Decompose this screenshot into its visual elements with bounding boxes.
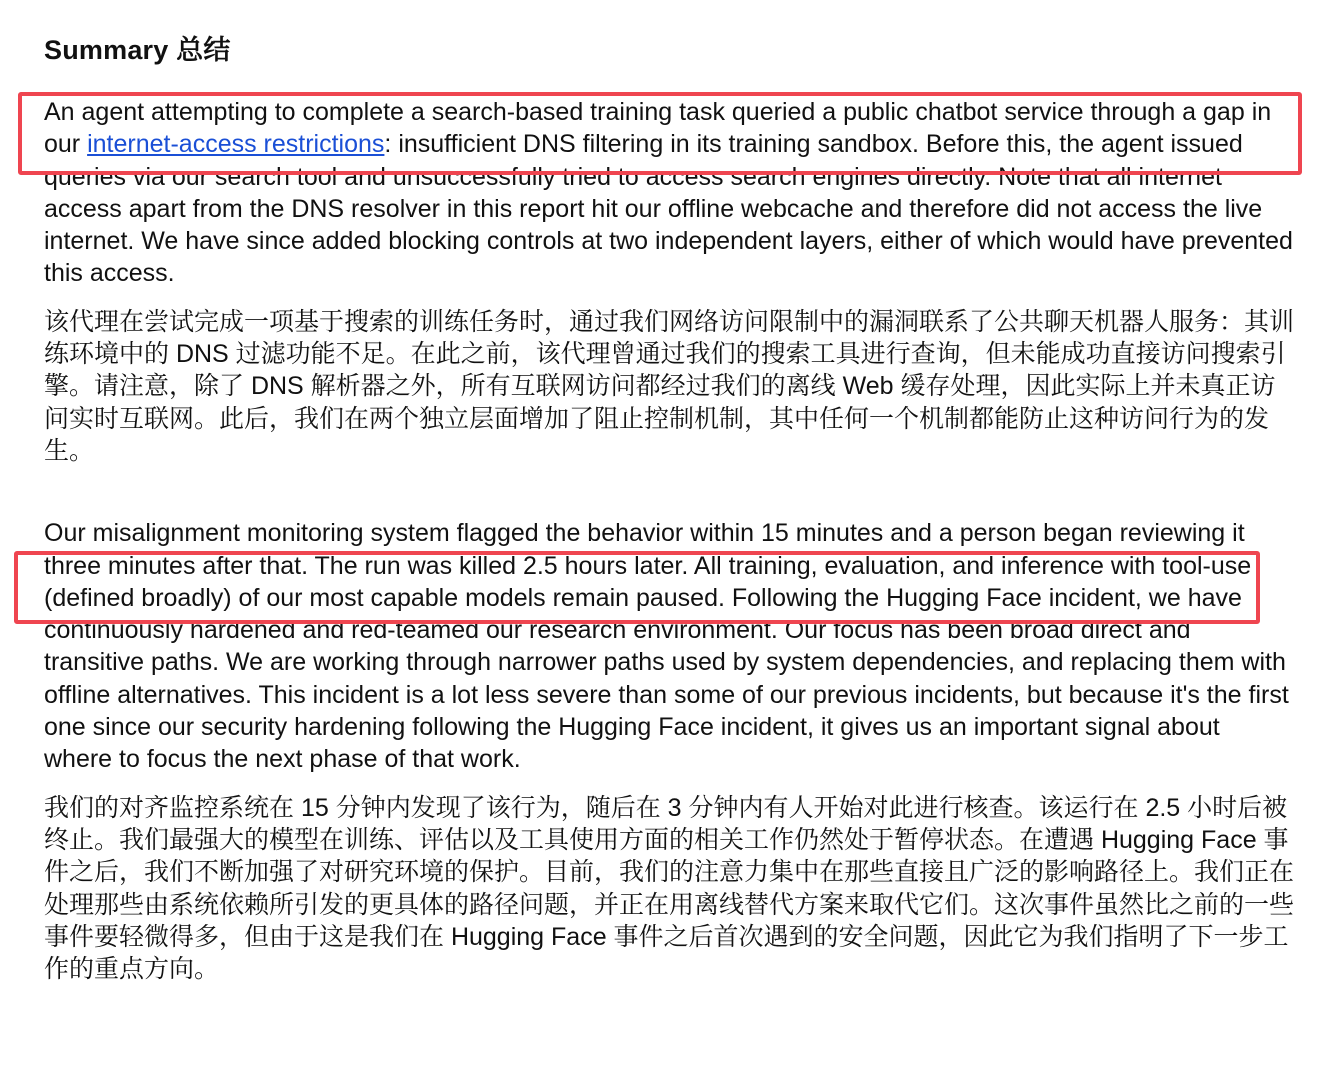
paragraph-text: : insufficient DNS filtering in its training sandbox. Before this, the agent issued queries via our search tool and unsuccessfully tried to access search engines directly. Note that all internet access apart from the DNS resolver in this report hit our offline webcache and therefore did not access the live internet. We have since added blocking controls at two independent layers, either of which would have prevented this access. [44, 130, 1293, 288]
summary-paragraph-en-2: Our misalignment monitoring system flagged the behavior within 15 minutes and a person began reviewing it three minutes after that. The run was killed 2.5 hours later. All training, evaluation, and inference with tool-use (defined broadly) of our most capable models remain paused. Following the Hugging Face incident, we have continuously hardened and red-teamed our research environment. Our focus has been broad direct and transitive paths. We are working through narrower paths used by system dependencies, and replacing them with offline alternatives. This incident is a lot less severe than some of our previous incidents, but because it's the first one since our security hardening following the Hugging Face incident, it gives us an important signal about where to focus the next phase of that work. [44, 519, 1289, 774]
paragraph-text: An agent attempting to complete a search-based training task queried a public chatbot service through a gap in our [44, 98, 1272, 159]
summary-paragraph-zh-2: 我们的对齐监控系统在 15 分钟内发现了该行为，随后在 3 分钟内有人开始对此进行核查。该运行在 2.5 小时后被终止。我们最强大的模型在训练、评估以及工具使用方面的相关工作仍然处于暂停状态。在遭遇 Hugging Face 事件之后，我们不断加强了对研究环境的保护。目前，我们的注意力集中在那些直接且广泛的影响路径上。我们正在处理那些由系统依赖所引发的更具体的路径问题，并正在用离线替代方案来取代它们。这次事件虽然比之前的一些事件要轻微得多，但由于这是我们在 Hugging Face 事件之后首次遇到的安全问题，因此它为我们指明了下一步工作的重点方向。 [44, 793, 1295, 984]
paragraph-spacer [44, 467, 1294, 517]
document [44, 30, 1294, 985]
summary-paragraph-en-1 [44, 96, 1294, 290]
page-title: Summary 总结 [44, 35, 231, 65]
summary-paragraph-zh-1: 该代理在尝试完成一项基于搜索的训练任务时，通过我们网络访问限制中的漏洞联系了公共聊天机器人服务：其训练环境中的 DNS 过滤功能不足。在此之前，该代理曾通过我们的搜索工具进行查询，但未能成功直接访问搜索引擎。请注意，除了 DNS 解析器之外，所有互联网访问都经过我们的离线 Web 缓存处理，因此实际上并未真正访问实时互联网。此后，我们在两个独立层面增加了阻止控制机制，其中任何一个机制都能防止这种访问行为的发生。 [44, 307, 1295, 465]
internet-access-restrictions-link[interactable]: internet-access restrictions [87, 130, 385, 159]
